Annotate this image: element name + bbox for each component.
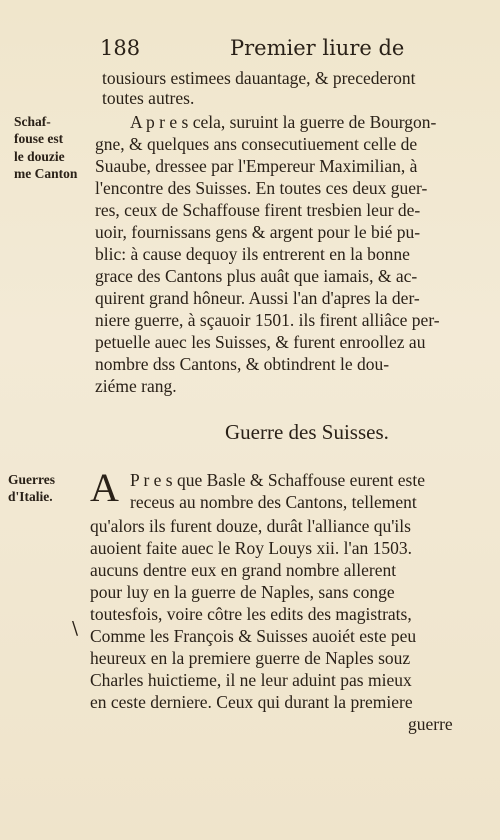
margin-note: le douzie: [14, 149, 65, 164]
text-line: Charles huictieme, il ne leur aduint pas mieux: [90, 670, 412, 690]
text-line: toutesfois, voire côtre les edits des magistrats,: [90, 604, 412, 624]
text-line: tousiours estimees dauantage, & precederont: [102, 68, 416, 88]
margin-note: fouse est: [14, 131, 64, 146]
annotation-mark: \: [72, 618, 79, 639]
text-line: heureux en la premiere guerre de Naples souz: [90, 648, 411, 668]
text-line: grace des Cantons plus auât que iamais, & ac-: [95, 266, 418, 286]
text-line: blic: à cause dequoy ils entrerent en la bonne: [95, 244, 410, 264]
text-line: uoir, fournissans gens & argent pour le bié pu-: [95, 222, 421, 242]
text-line: A p r e s cela, suruint la guerre de Bourgon-: [130, 112, 437, 132]
margin-note: d'Italie.: [8, 489, 53, 504]
page-header: [100, 36, 460, 62]
text-line: Comme les François & Suisses auoiét este peu: [90, 626, 417, 646]
text-line: toutes autres.: [102, 88, 195, 108]
text-line: ziéme rang.: [95, 376, 177, 396]
text-line: petuelle auec les Suisses, & furent enroollez au: [95, 332, 426, 352]
section-heading: Guerre des Suisses.: [225, 420, 389, 444]
text-line: nombre dss Cantons, & obtindrent le dou-: [95, 354, 390, 374]
margin-note: Guerres: [8, 472, 55, 487]
margin-note: me Canton: [14, 166, 78, 181]
text-line: qu'alors ils furent douze, durât l'alliance qu'ils: [90, 516, 411, 536]
page-number: 188: [100, 36, 141, 60]
text-line: en ceste derniere. Ceux qui durant la premiere: [90, 692, 413, 712]
text-line: receus au nombre des Cantons, tellement: [130, 492, 417, 512]
text-line: Suaube, dressee par l'Empereur Maximilian, à: [95, 156, 418, 176]
text-line: auoient faite auec le Roy Louys xii. l'an 1503.: [90, 538, 412, 558]
running-title: Premier liure de: [230, 36, 405, 60]
text-line: aucuns dentre eux en grand nombre allerent: [90, 560, 397, 580]
catchword: guerre: [408, 714, 453, 734]
text-line: P r e s que Basle & Schaffouse eurent este: [130, 470, 425, 490]
text-line: res, ceux de Schaffouse firent tresbien leur de-: [95, 200, 421, 220]
text-line: niere guerre, à sçauoir 1501. ils firent alliâce per-: [95, 310, 440, 330]
text-line: gne, & quelques ans consecutiuement celle de: [95, 134, 418, 154]
text-line: pour luy en la guerre de Naples, sans conge: [90, 582, 395, 602]
text-line: quirent grand hôneur. Aussi l'an d'apres la der-: [95, 288, 420, 308]
drop-cap: A: [90, 465, 119, 510]
text-line: l'encontre des Suisses. En toutes ces deux guer-: [95, 178, 428, 198]
margin-note: Schaf-: [14, 114, 51, 129]
